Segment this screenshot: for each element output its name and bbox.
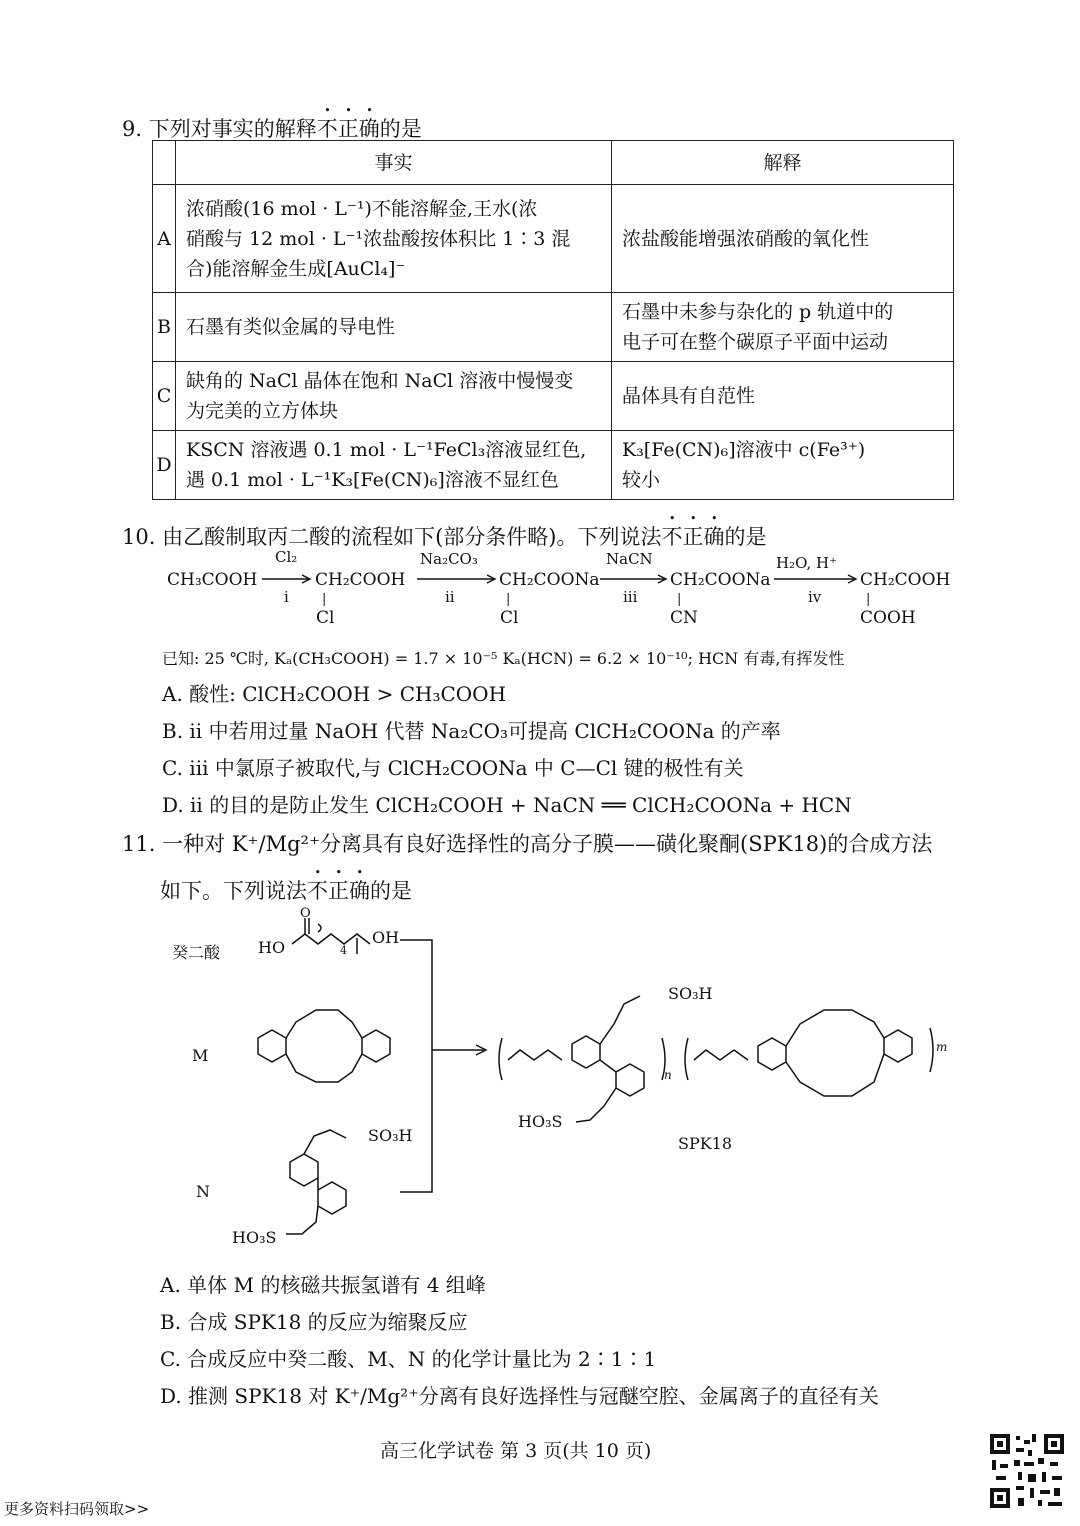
q10-option-a: A. 酸性: ClCH₂COOH > CH₃COOH [162, 682, 507, 706]
table-row: C 缺角的 NaCl 晶体在饱和 NaCl 溶液中慢慢变 为完美的立方体块 晶体具有自范性 [153, 362, 954, 431]
group-oh: OH [372, 928, 400, 947]
structure-drawings [0, 900, 1080, 1270]
header-fact: 事实 [176, 141, 612, 185]
synthesis-scheme [0, 900, 1080, 1270]
given-info: 已知: 25 ℃时, Kₐ(CH₃COOH) = 1.7 × 10⁻⁵ Kₐ(HCN) = 6.2 × 10⁻¹⁰; HCN 有毒,有挥发性 [162, 649, 845, 668]
group-ho3s-n: HO₃S [232, 1228, 277, 1247]
q11-option-a: A. 单体 M 的核磁共振氢谱有 4 组峰 [160, 1273, 486, 1297]
subscript-n: n [664, 1068, 672, 1082]
group-so3h-n: SO₃H [368, 1126, 413, 1145]
label-acid: 癸二酸 [172, 943, 221, 962]
group-ho3s-p: HO₃S [518, 1112, 563, 1131]
q11-option-d: D. 推测 SPK18 对 K⁺/Mg²⁺分离有良好选择性与冠醚空腔、金属离子的直径有关 [160, 1384, 879, 1408]
q10-option-b: B. ii 中若用过量 NaOH 代替 Na₂CO₃可提高 ClCH₂COONa 的产率 [162, 719, 781, 743]
qr-code-icon[interactable] [988, 1432, 1066, 1510]
label-m: M [192, 1046, 209, 1065]
subscript-4: 4 [340, 944, 347, 957]
group-ho: HO [258, 938, 286, 957]
q11-option-c: C. 合成反应中癸二酸、M、N 的化学计量比为 2∶1∶1 [160, 1347, 657, 1371]
q11-option-b: B. 合成 SPK18 的反应为缩聚反应 [160, 1310, 468, 1334]
q11-stem-line1: 11. 一种对 K⁺/Mg²⁺分离具有良好选择性的高分子膜——磺化聚酮(SPK18)的合成方法 [122, 832, 933, 856]
label-product: SPK18 [678, 1134, 733, 1153]
group-so3h-p: SO₃H [668, 984, 713, 1003]
reaction-flow: CH₃COOH Cl₂ i CH₂COOH | Cl Na₂CO₃ ii CH₂COONa | Cl NaCN iii CH₂COONa | CN H₂O, H⁺ iv CH₂COOH | COOH [167, 548, 951, 628]
q9-stem: 9. 下列对事实的解释不正确的是 [122, 117, 422, 141]
q9-table [152, 140, 954, 500]
q11-stem-line2: 如下。下列说法不正确的是 [160, 879, 412, 903]
table-row: A 浓硝酸(16 mol · L⁻¹)不能溶解金,王水(浓 硝酸与 12 mol · L⁻¹浓盐酸按体积比 1∶3 混 合)能溶解金生成[AuCl₄]⁻ 浓盐酸能增强浓硝酸的氧化性 [153, 185, 954, 293]
header-explain: 解释 [612, 141, 954, 185]
page-footer: 高三化学试卷 第 3 页(共 10 页) [380, 1440, 652, 1462]
subscript-m: m [936, 1040, 948, 1054]
group-o: O [300, 906, 311, 921]
q10-stem: 10. 由乙酸制取丙二酸的流程如下(部分条件略)。下列说法不正确的是 [122, 525, 767, 549]
table-row: B 石墨有类似金属的导电性 石墨中未参与杂化的 p 轨道中的 电子可在整个碳原子平面中运动 [153, 293, 954, 362]
label-n: N [196, 1182, 210, 1201]
q10-option-c: C. iii 中氯原子被取代,与 ClCH₂COONa 中 C—Cl 键的极性有关 [162, 756, 744, 780]
more-resources-link[interactable]: 更多资料扫码领取>> [4, 1500, 150, 1518]
table-row: D KSCN 溶液遇 0.1 mol · L⁻¹FeCl₃溶液显红色, 遇 0.1 mol · L⁻¹K₃[Fe(CN)₆]溶液不显红色 K₃[Fe(CN)₆]溶液中 c(Fe³⁺) 较小 [153, 431, 954, 500]
q10-option-d: D. ii 的目的是防止发生 ClCH₂COOH + NaCN ══ ClCH₂COONa + HCN [162, 793, 852, 817]
